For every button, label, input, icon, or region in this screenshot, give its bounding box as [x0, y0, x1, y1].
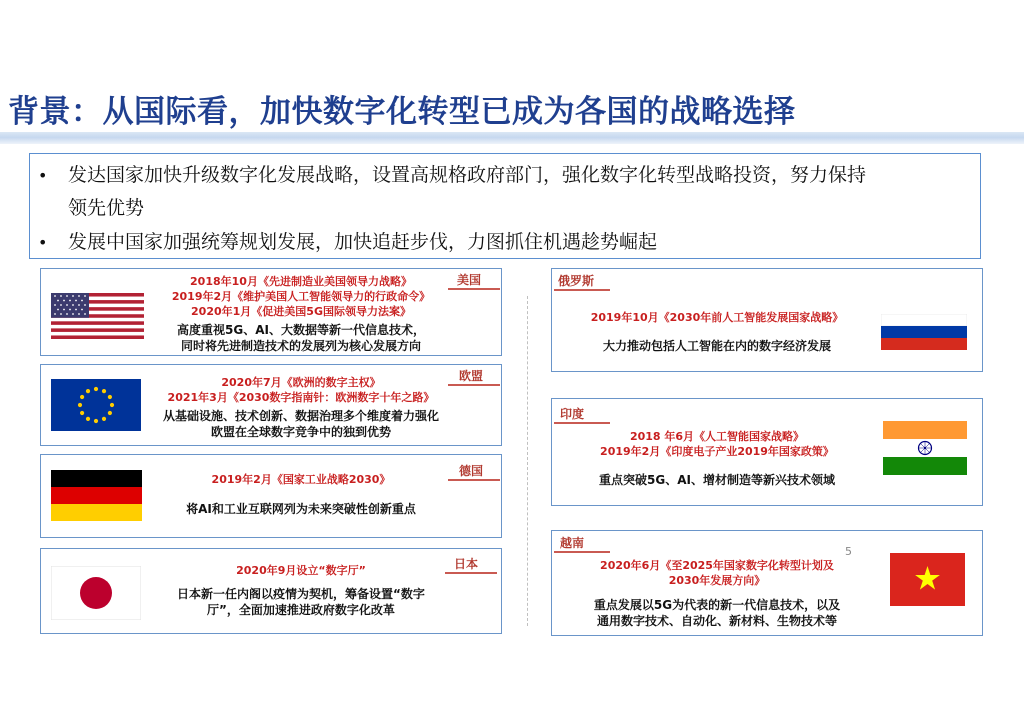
germany-flag-icon: [51, 470, 142, 521]
policy-line: 2018年10月《先进制造业美国领导力战略》: [190, 275, 412, 288]
japan-flag-icon: [51, 566, 141, 620]
policy-line: 2020年6月《至2025年国家数字化转型计划及: [600, 559, 834, 572]
country-tag-germany: 德国: [459, 464, 484, 478]
country-tag-usa: 美国: [457, 273, 482, 287]
policy-line: 2019年2月《国家工业战略2030》: [211, 473, 391, 486]
country-tag-underline: [448, 384, 500, 386]
russia-flag-icon: [881, 314, 967, 350]
bullet-text-line2: 领先优势: [68, 197, 145, 219]
policy-line: 2020年9月设立“数字厅”: [236, 564, 366, 577]
country-panel-india: [551, 398, 983, 506]
title-underline-bar: [0, 132, 1024, 144]
country-tag-underline: [554, 551, 610, 553]
summary-line: 日本新一任内阁以疫情为契机，筹备设置“数字: [177, 587, 425, 601]
country-panel-eu: [40, 364, 502, 446]
policy-line: 2030年发展方向》: [668, 574, 766, 587]
summary-line: 欧盟在全球数字竞争中的独到优势: [210, 425, 391, 439]
country-tag-eu: 欧盟: [459, 369, 484, 383]
page-title: 背景：从国际看，加快数字化转型已成为各国的战略选择: [8, 94, 796, 130]
country-tag-underline: [448, 479, 500, 481]
country-panel-japan: [40, 548, 502, 634]
summary-line: 重点发展以5G为代表的新一代信息技术，以及: [593, 598, 841, 612]
country-tag-vietnam: 越南: [560, 536, 585, 550]
country-tag-japan: 日本: [454, 557, 479, 571]
bullet-dot: •: [38, 233, 48, 252]
summary-line: 同时将先进制造技术的发展列为核心发展方向: [180, 339, 421, 353]
policy-line: 2019年2月《印度电子产业2019年国家政策》: [600, 445, 834, 458]
policy-line: 2018 年6月《人工智能国家战略》: [629, 430, 805, 443]
country-tag-india: 印度: [560, 407, 585, 421]
india-flag-icon: [883, 421, 967, 475]
summary-line: 通用数字技术、自动化、新材料、生物技术等: [596, 614, 837, 628]
summary-line: 从基础设施、技术创新、数据治理多个维度着力强化: [162, 409, 439, 423]
summary-line: 重点突破5G、AI、增材制造等新兴技术领域: [599, 473, 835, 487]
usa-flag-icon: [51, 293, 144, 339]
policy-line: 2021年3月《2030数字指南针：欧洲数字十年之路》: [167, 391, 435, 404]
vietnam-flag-icon: [890, 553, 965, 606]
country-tag-underline: [448, 288, 500, 290]
policy-line: 2020年1月《促进美国5G国际领导力法案》: [191, 305, 411, 318]
summary-line: 大力推动包括人工智能在内的数字经济发展: [602, 339, 831, 353]
summary-line: 厅”，全面加速推进政府数字化改革: [207, 603, 395, 617]
column-divider: [527, 296, 528, 626]
bullet-dot: •: [38, 166, 48, 185]
country-panel-russia: [551, 268, 983, 372]
policy-line: 2020年7月《欧洲的数字主权》: [221, 376, 381, 389]
country-panel-vietnam: [551, 530, 983, 636]
policy-line: 2019年10月《2030年前人工智能发展国家战略》: [590, 311, 844, 324]
bullet-text: 发达国家加快升级数字化发展战略，设置高规格政府部门，强化数字化转型战略投资，努力保持: [68, 164, 867, 186]
summary-line: 将AI和工业互联网列为未来突破性创新重点: [186, 502, 416, 516]
summary-line: 高度重视5G、AI、大数据等新一代信息技术，: [177, 323, 425, 337]
country-tag-underline: [445, 572, 497, 574]
country-tag-russia: 俄罗斯: [558, 274, 595, 288]
country-panel-germany: [40, 454, 502, 538]
country-tag-underline: [554, 289, 610, 291]
bullet-text: 发展中国家加强统筹规划发展，加快追赶步伐，力图抓住机遇趁势崛起: [68, 231, 658, 253]
country-panel-usa: [40, 268, 502, 356]
eu-flag-icon: [51, 379, 141, 431]
page-number: 5: [845, 545, 852, 558]
summary-bullet-box: [29, 153, 981, 259]
policy-line: 2019年2月《维护美国人工智能领导力的行政命令》: [171, 290, 431, 303]
country-tag-underline: [554, 422, 610, 424]
